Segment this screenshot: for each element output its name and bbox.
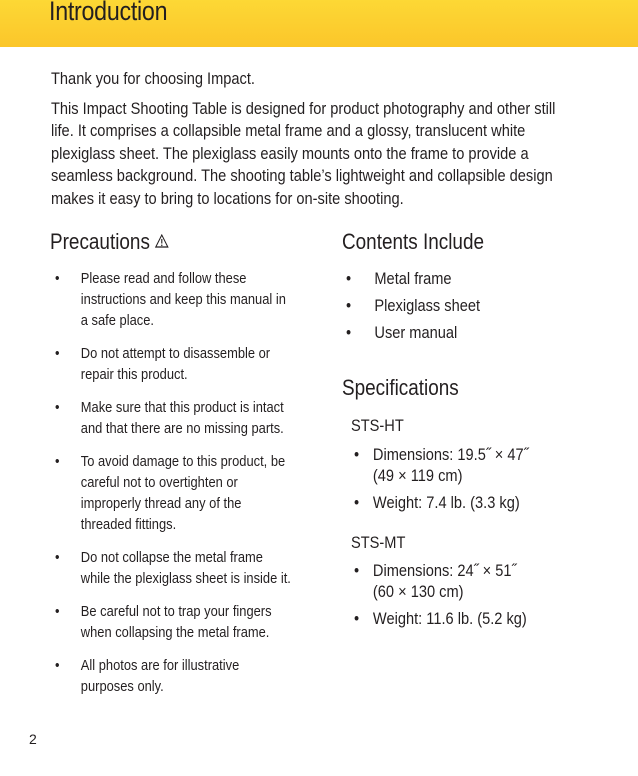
list-item: • Make sure that this product is intact and that there are no missing parts. — [55, 399, 284, 437]
list-item: • All photos are for illustrative purposes only. — [55, 657, 240, 695]
bullet: • — [354, 445, 360, 464]
list-item: • Weight: 7.4 lb. (3.3 kg) — [354, 493, 520, 512]
bullet: • — [55, 453, 60, 470]
list-item: • Dimensions: 19.5˝ × 47˝ (49 × 119 cm) — [354, 445, 529, 485]
contents-heading: Contents Include — [342, 229, 484, 254]
bullet: • — [55, 345, 60, 362]
model-label-sts-mt: STS-MT — [351, 533, 406, 552]
bullet: • — [55, 657, 60, 674]
model-label-sts-ht: STS-HT — [351, 416, 404, 435]
spec-list-sts-ht — [354, 444, 578, 519]
bullet: • — [346, 269, 352, 288]
precautions-heading — [50, 229, 169, 255]
bullet: • — [55, 603, 60, 620]
precautions-heading-text: Precautions — [50, 229, 150, 254]
list-item: • User manual — [346, 323, 458, 342]
intro-paragraph: This Impact Shooting Table is designed for product photography and other still life. It comprises a collapsible metal frame and a glossy, translucent white plexiglass sheet. The plexiglass easily mounts onto the frame to provide a seamless background. The shooting table’s lightweight and collapsible design makes it easy to bring to locations for on-site shooting. — [51, 98, 556, 208]
list-item: • Do not attempt to disassemble or repair this product. — [55, 345, 271, 383]
bullet: • — [55, 399, 60, 416]
spec-list-sts-mt — [354, 560, 578, 635]
bullet: • — [354, 609, 360, 628]
intro-greeting: Thank you for choosing Impact. — [51, 69, 255, 88]
bullet: • — [346, 296, 352, 315]
contents-list — [346, 268, 570, 349]
intro-section — [51, 68, 567, 217]
bullet: • — [346, 323, 352, 342]
page-number: 2 — [29, 731, 37, 747]
list-item: • Please read and follow these instructions and keep this manual in a safe place. — [55, 270, 286, 329]
bullet: • — [55, 549, 60, 566]
list-item: • Do not collapse the metal frame while the plexiglass sheet is inside it. — [55, 549, 291, 587]
list-item: • To avoid damage to this product, be careful not to overtighten or improperly thread any of the threaded fittings. — [55, 453, 286, 533]
list-item: • Metal frame — [346, 269, 452, 288]
list-item: • Be careful not to trap your fingers when collapsing the metal frame. — [55, 603, 272, 641]
bullet: • — [55, 270, 60, 287]
header-band — [0, 0, 638, 47]
specifications-heading: Specifications — [342, 375, 459, 400]
list-item: • Plexiglass sheet — [346, 296, 481, 315]
precautions-list — [55, 268, 296, 709]
bullet: • — [354, 493, 360, 512]
page-title: Introduction — [49, 0, 168, 26]
list-item: • Dimensions: 24˝ × 51˝ (60 × 130 cm) — [354, 561, 517, 601]
warning-triangle-icon — [155, 234, 169, 248]
list-item: • Weight: 11.6 lb. (5.2 kg) — [354, 609, 527, 628]
bullet: • — [354, 561, 360, 580]
